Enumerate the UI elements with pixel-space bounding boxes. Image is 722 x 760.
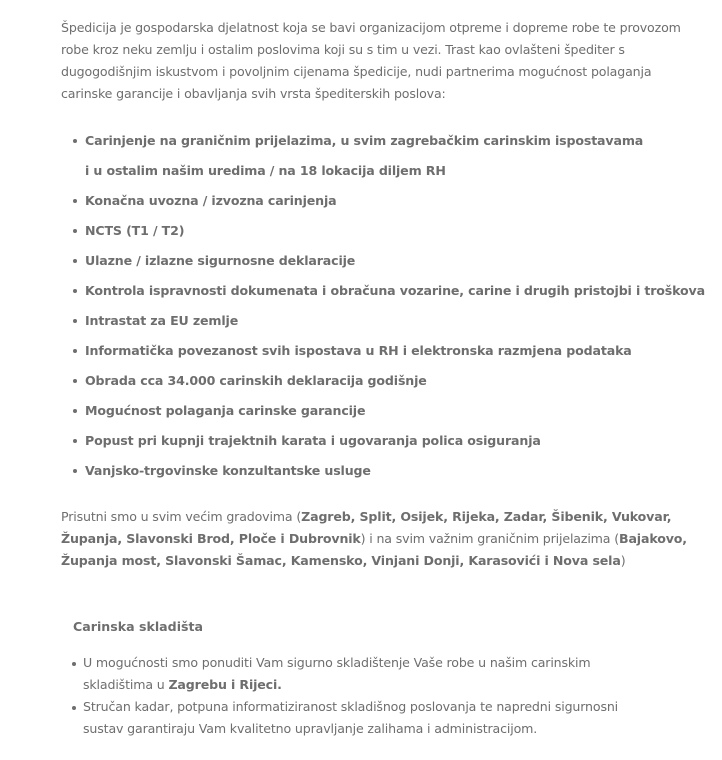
services-list — [73, 126, 705, 486]
presence-middle: ) i na svim važnim graničnim prijelazima ( — [360, 531, 619, 546]
list-item: Ulazne / izlazne sigurnosne deklaracije — [73, 246, 705, 276]
service-line-1: Carinjenje na graničnim prijelazima, u svim zagrebačkim carinskim ispostavama — [85, 133, 644, 148]
presence-prefix: Prisutni smo u svim većim gradovima ( — [61, 509, 302, 524]
list-item: Konačna uvozna / izvozna carinjenja — [73, 186, 705, 216]
storage-cities: Zagrebu i Rijeci. — [168, 677, 282, 692]
storage-item-1-text: U mogućnosti smo ponuditi Vam sigurno skladištenje Vaše robe u našim carinskim skladištima u — [83, 655, 591, 692]
presence-cities: Zagreb, Split, Osijek, Rijeka, Zadar, Šibenik, Vukovar, Županja, Slavonski Brod, Ploče i Dubrovnik — [61, 509, 672, 546]
presence-paragraph — [61, 506, 701, 572]
list-item: Intrastat za EU zemlje — [73, 306, 705, 336]
list-item — [72, 652, 662, 696]
presence-suffix: ) — [620, 553, 626, 568]
list-item: Obrada cca 34.000 carinskih deklaracija godišnje — [73, 366, 705, 396]
service-line-2: i u ostalim našim uredima / na 18 lokacija diljem RH — [85, 163, 446, 178]
list-item: Vanjsko-trgovinske konzultantske usluge — [73, 456, 705, 486]
list-item: Stručan kadar, potpuna informatiziranost skladišnog poslovanja te napredni sigurnosni sustav garantiraju Vam kvalitetno upravljanje zalihama i administracijom. — [72, 696, 662, 740]
section-title: Carinska skladišta — [73, 619, 204, 634]
storage-list — [72, 652, 662, 740]
presence-crossings: Bajakovo, Županja most, Slavonski Šamac, Kamensko, Vinjani Donji, Karasovići i Nova sela — [61, 531, 687, 568]
list-item: Informatička povezanost svih ispostava u RH i elektronska razmjena podataka — [73, 336, 705, 366]
list-item: Popust pri kupnji trajektnih karata i ugovaranja polica osiguranja — [73, 426, 705, 456]
list-item: Mogućnost polaganja carinske garancije — [73, 396, 705, 426]
list-item — [73, 126, 705, 186]
list-item: NCTS (T1 / T2) — [73, 216, 705, 246]
list-item: Kontrola ispravnosti dokumenata i obračuna vozarine, carine i drugih pristojbi i troškova — [73, 276, 705, 306]
intro-paragraph: Špedicija je gospodarska djelatnost koja se bavi organizacijom otpreme i dopreme robe te provozom robe kroz neku zemlju i ostalim poslovima koji su s tim u vezi. Trast kao ovlašteni špediter s dugogodišnjim iskustvom i povoljnim cijenama špedicije, nudi partnerima mogućnost polaganja carinske garancije i obavljanja svih vrsta špediterskih poslova: — [61, 20, 681, 101]
